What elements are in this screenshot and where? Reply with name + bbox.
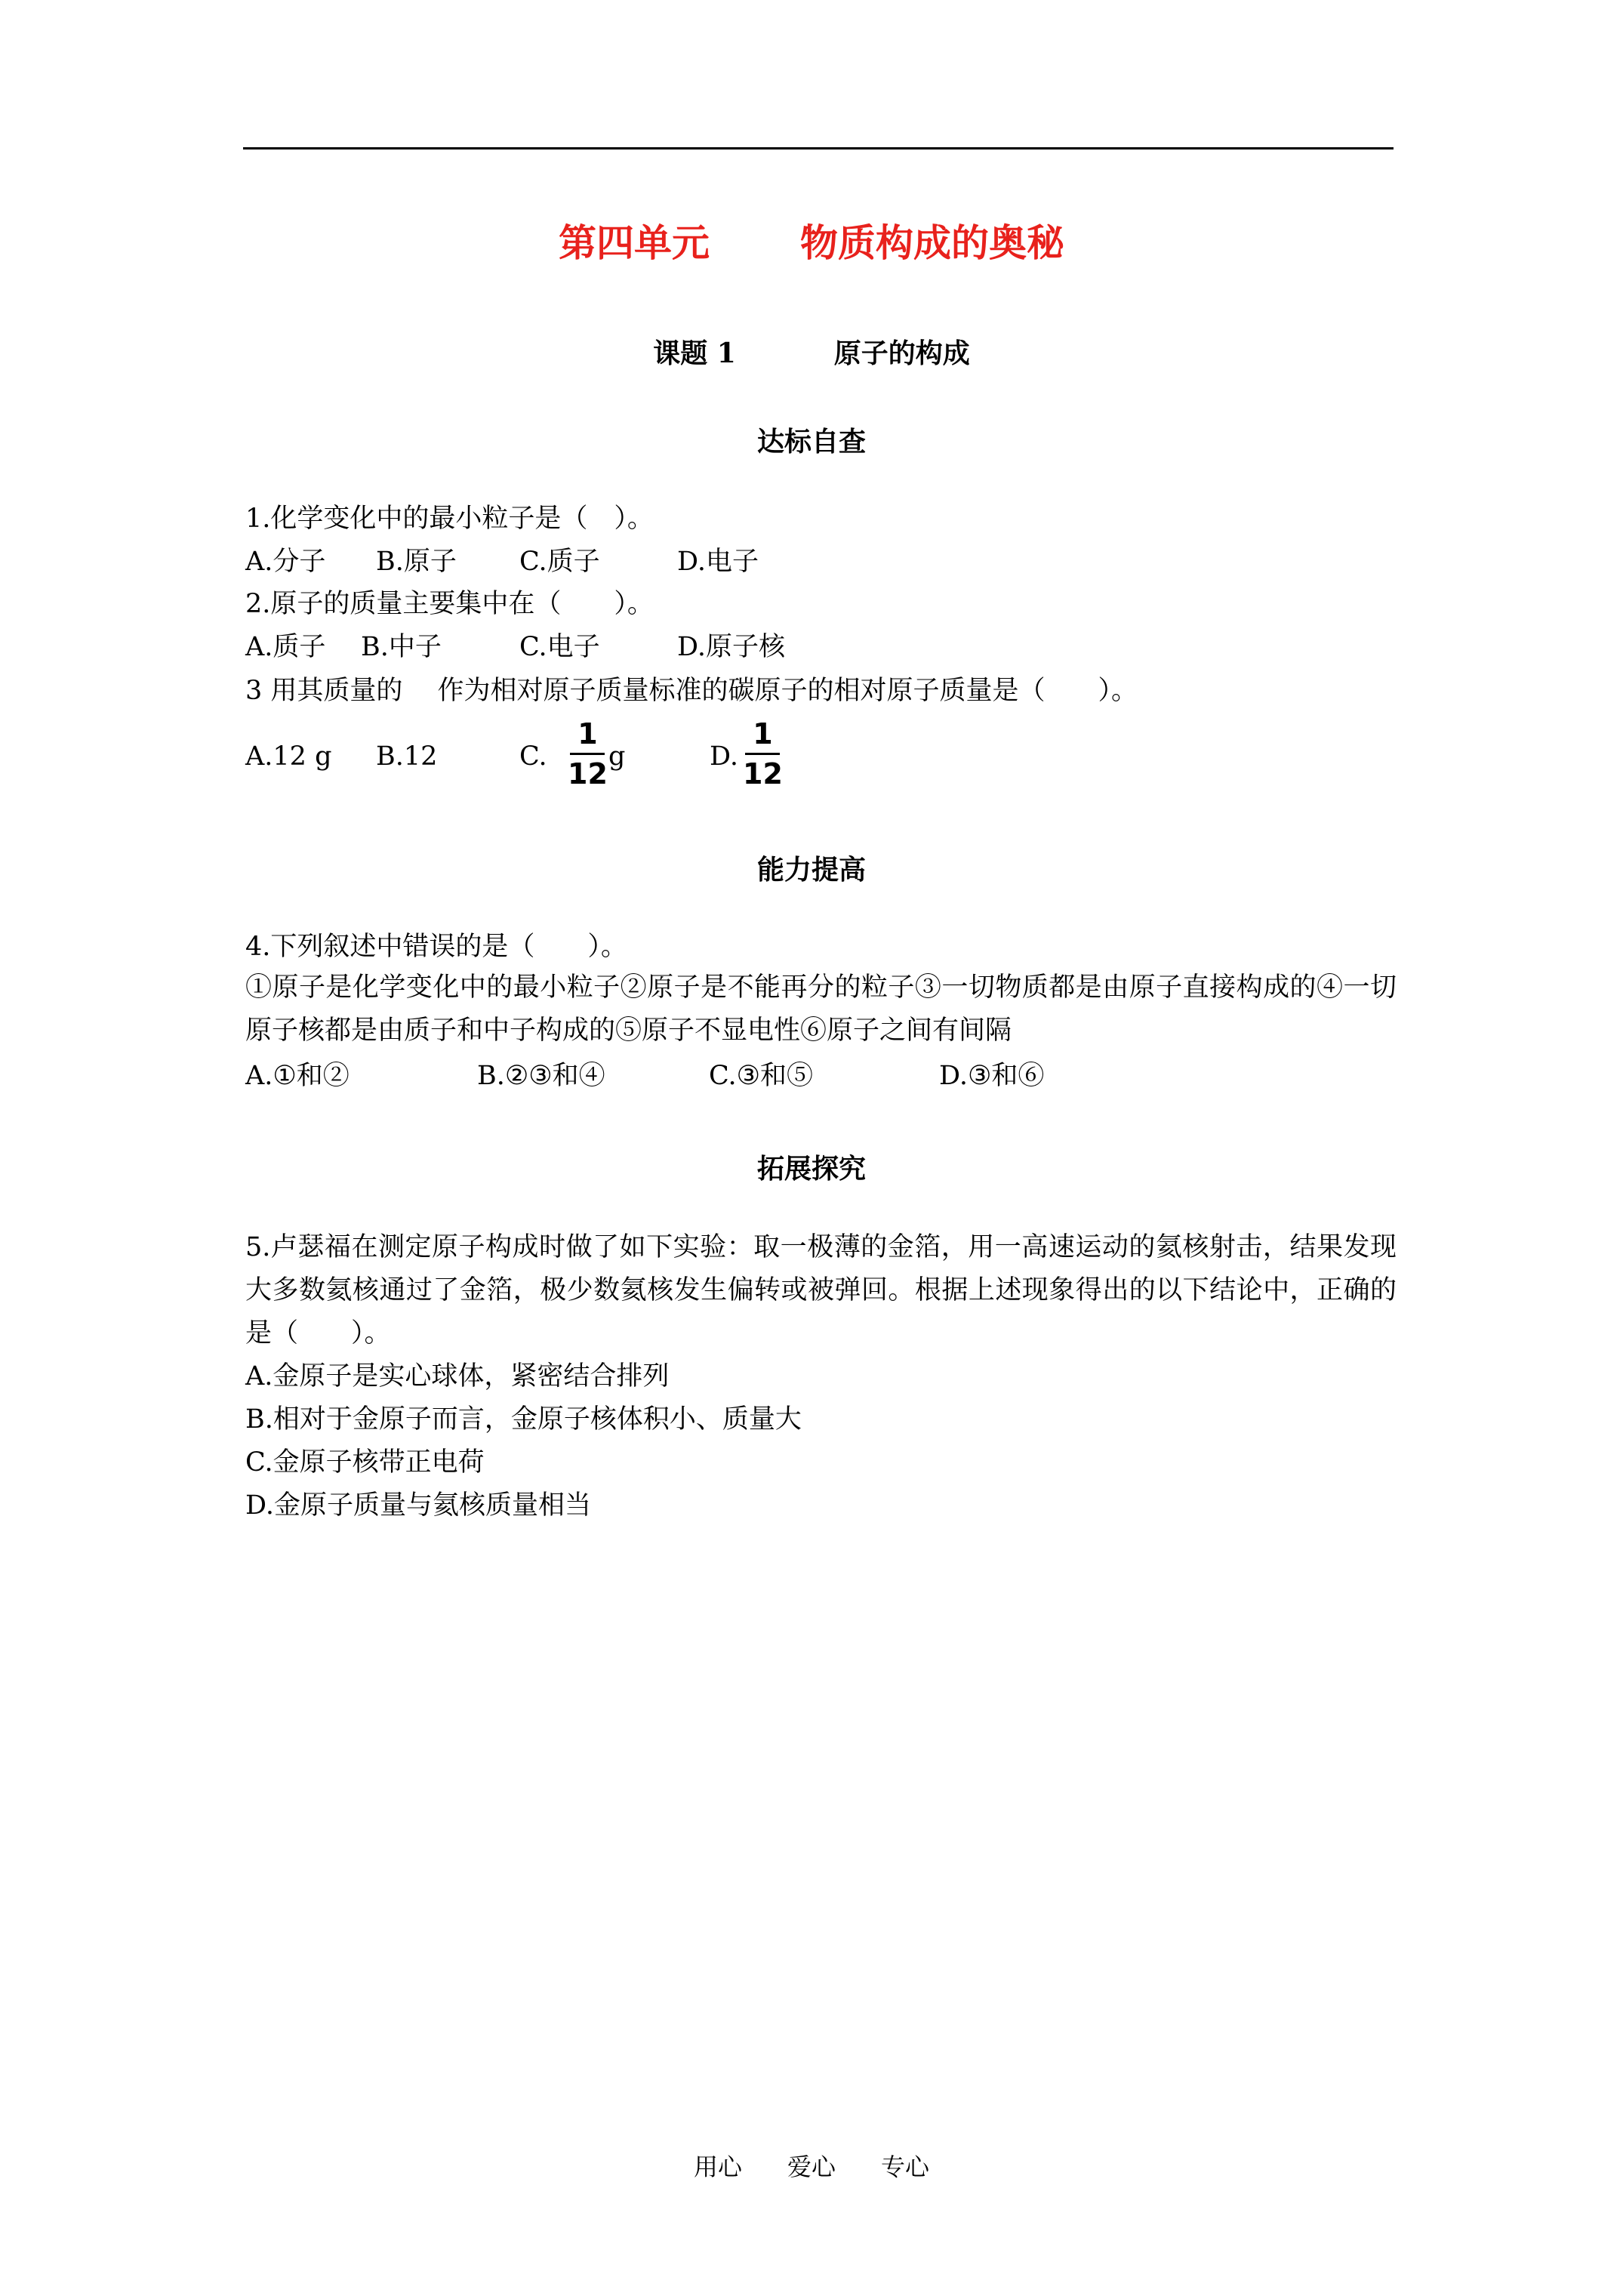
q1-option-b: B.原子 <box>376 547 457 577</box>
q5-option-d: D.金原子质量与氦核质量相当 <box>245 1490 591 1521</box>
q4-option-a: A.①和② <box>245 1061 350 1091</box>
page-footer <box>0 2148 1623 2183</box>
lesson-title <box>0 332 1623 371</box>
q3-option-d: D. <box>710 741 738 772</box>
q1-option-c: C.质子 <box>519 547 600 577</box>
q3-option-c-unit: g <box>608 741 626 772</box>
q5-option-b: B.相对于金原子而言，金原子核体积小、质量大 <box>245 1404 802 1435</box>
footer-word-1: 用心 <box>693 2153 742 2181</box>
unit-label: 第四单元 <box>559 220 710 265</box>
q5-stem: 5.卢瑟福在测定原子构成时做了如下实验：取一极薄的金箔，用一高速运动的氦核射击，结果发现大多数氦核通过了金箔，极少数氦核发生偏转或被弹回。根据上述现象得出的以下结论中，正确的是（ ）。 <box>245 1232 1397 1348</box>
q5-option-c: C.金原子核带正电荷 <box>245 1447 485 1478</box>
fraction-denominator: 12 <box>743 757 783 791</box>
fraction-numerator: 1 <box>577 717 598 750</box>
section-heading-2: 能力提高 <box>756 854 866 886</box>
section-heading-3: 拓展探究 <box>756 1153 866 1185</box>
q3-option-b: B.12 <box>376 741 438 772</box>
header-rule <box>243 147 1394 149</box>
q4-option-c: C.③和⑤ <box>709 1061 814 1091</box>
q4-option-d: D.③和⑥ <box>939 1061 1045 1091</box>
q5-option-a: A.金原子是实心球体，紧密结合排列 <box>245 1361 670 1391</box>
q4-stem: 4.下列叙述中错误的是（ ）。 <box>245 932 627 962</box>
q2-option-d: D.原子核 <box>677 632 785 662</box>
q2-option-b: B.中子 <box>361 632 442 662</box>
q2-option-c: C.电子 <box>519 632 600 662</box>
unit-name: 物质构成的奥秘 <box>800 220 1064 265</box>
q1-stem: 1.化学变化中的最小粒子是（ ）。 <box>245 504 654 534</box>
q3-option-c-fraction <box>568 717 608 791</box>
fraction-numerator: 1 <box>753 717 773 750</box>
lesson-label: 课题 1 <box>653 337 736 369</box>
unit-title <box>0 213 1623 267</box>
lesson-name: 原子的构成 <box>833 337 970 369</box>
q3-stem: 3 用其质量的 作为相对原子质量标准的碳原子的相对原子质量是（ ）。 <box>245 676 1138 706</box>
fraction-denominator: 12 <box>568 757 608 791</box>
q3-option-a: A.12 g <box>245 741 332 772</box>
q1-option-a: A.分子 <box>245 547 326 577</box>
q4-option-b: B.②③和④ <box>477 1061 605 1091</box>
q4-statements: ①原子是化学变化中的最小粒子②原子是不能再分的粒子③一切物质都是由原子直接构成的④一切原子核都是由质子和中子构成的⑤原子不显电性⑥原子之间有间隔 <box>245 972 1397 1046</box>
q3-option-d-fraction <box>743 717 783 791</box>
section-heading-1: 达标自查 <box>756 426 866 458</box>
q3-option-c: C. <box>519 741 547 772</box>
q2-option-a: A.质子 <box>245 632 326 662</box>
footer-word-2: 爱心 <box>787 2153 836 2181</box>
footer-word-3: 专心 <box>881 2153 930 2181</box>
q2-stem: 2.原子的质量主要集中在（ ）。 <box>245 589 654 619</box>
q1-option-d: D.电子 <box>677 547 759 577</box>
